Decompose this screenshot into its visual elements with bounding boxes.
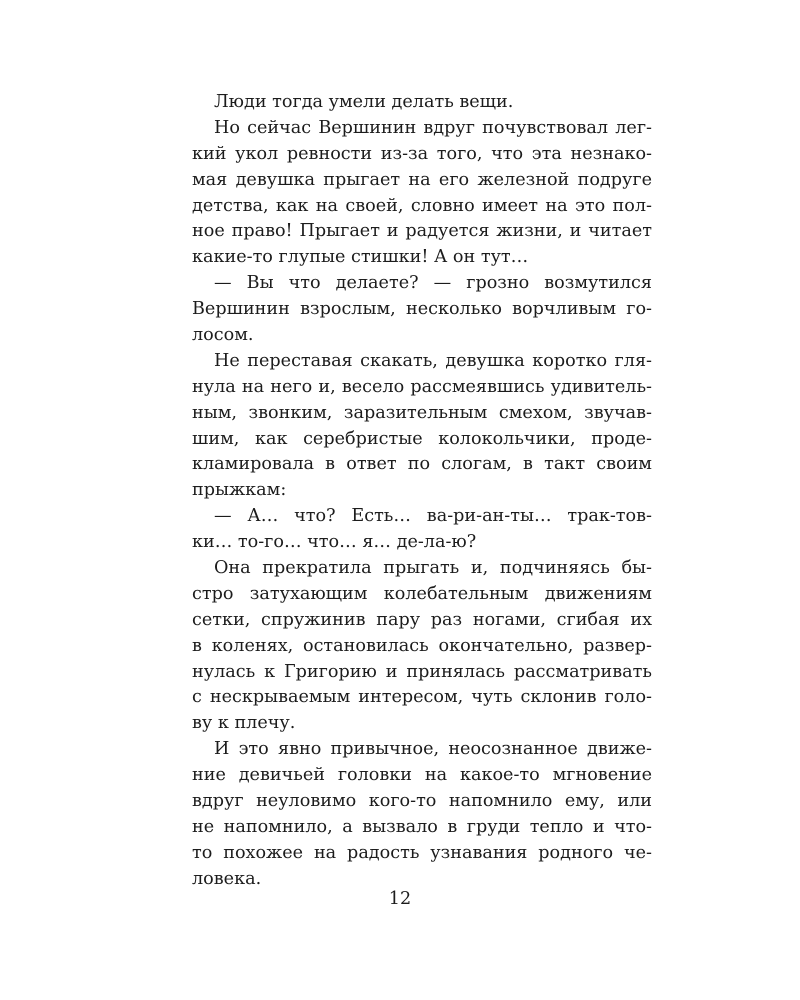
text-line: какие-то глупые стишки! А он тут… [192, 247, 529, 268]
text-line: — А… что? Есть… ва-ри-ан-ты… трак-тов- [214, 506, 652, 527]
text-line: шим, как серебристые колокольчики, проде- [192, 428, 652, 449]
text-line: сетки, спружинив пару раз ногами, сгибая их [192, 609, 652, 630]
text-line: нулась к Григорию и принялась рассматривать [192, 661, 652, 682]
text-line: стро затухающим колебательным движениям [192, 583, 652, 604]
text-line: кий укол ревности из-за того, что эта незнако- [192, 143, 652, 164]
text-line: — Вы что делаете? — грозно возмутился [214, 273, 652, 294]
text-line: ву к плечу. [192, 713, 296, 734]
text-line: мая девушка прыгает на его железной подруге [192, 169, 652, 190]
text-line: детства, как на своей, словно имеет на это пол- [192, 195, 652, 216]
text-line: Вершинин взрослым, несколько ворчливым го- [192, 299, 652, 320]
text-line: ние девичьей головки на какое-то мгновение [192, 765, 652, 786]
text-line: И это явно привычное, неосознанное движе- [214, 739, 652, 760]
text-line: вдруг неуловимо кого-то напомнило ему, или [192, 791, 652, 812]
text-line: кламировала в ответ по слогам, в такт своим [192, 454, 652, 475]
text-line: с нескрываемым интересом, чуть склонив голо- [192, 687, 652, 708]
text-line: лосом. [192, 325, 254, 346]
text-line: Но сейчас Вершинин вдруг почувствовал лег- [214, 117, 652, 138]
text-line: Она прекратила прыгать и, подчиняясь бы- [214, 558, 652, 579]
text-line: в коленях, остановилась окончательно, развер- [192, 635, 652, 656]
text-line: ное право! Прыгает и радуется жизни, и читает [192, 221, 652, 242]
text-line: Люди тогда умели делать вещи. [214, 92, 514, 112]
text-line: Не переставая скакать, девушка коротко гля- [214, 350, 652, 371]
text-line: ным, звонким, заразительным смехом, звучав- [192, 402, 652, 423]
text-line: не напомнило, а вызвало в груди тепло и что- [192, 816, 652, 837]
page-number: 12 [388, 889, 412, 909]
text-line: нула на него и, весело рассмеявшись удивитель- [192, 376, 652, 397]
body-text [192, 90, 652, 893]
text-line: ловека. [192, 868, 262, 889]
text-line: прыжкам: [192, 480, 287, 501]
text-line: ки… то-го… что… я… де-ла-ю? [192, 532, 477, 553]
text-line: то похожее на радость узнавания родного че- [192, 842, 652, 863]
